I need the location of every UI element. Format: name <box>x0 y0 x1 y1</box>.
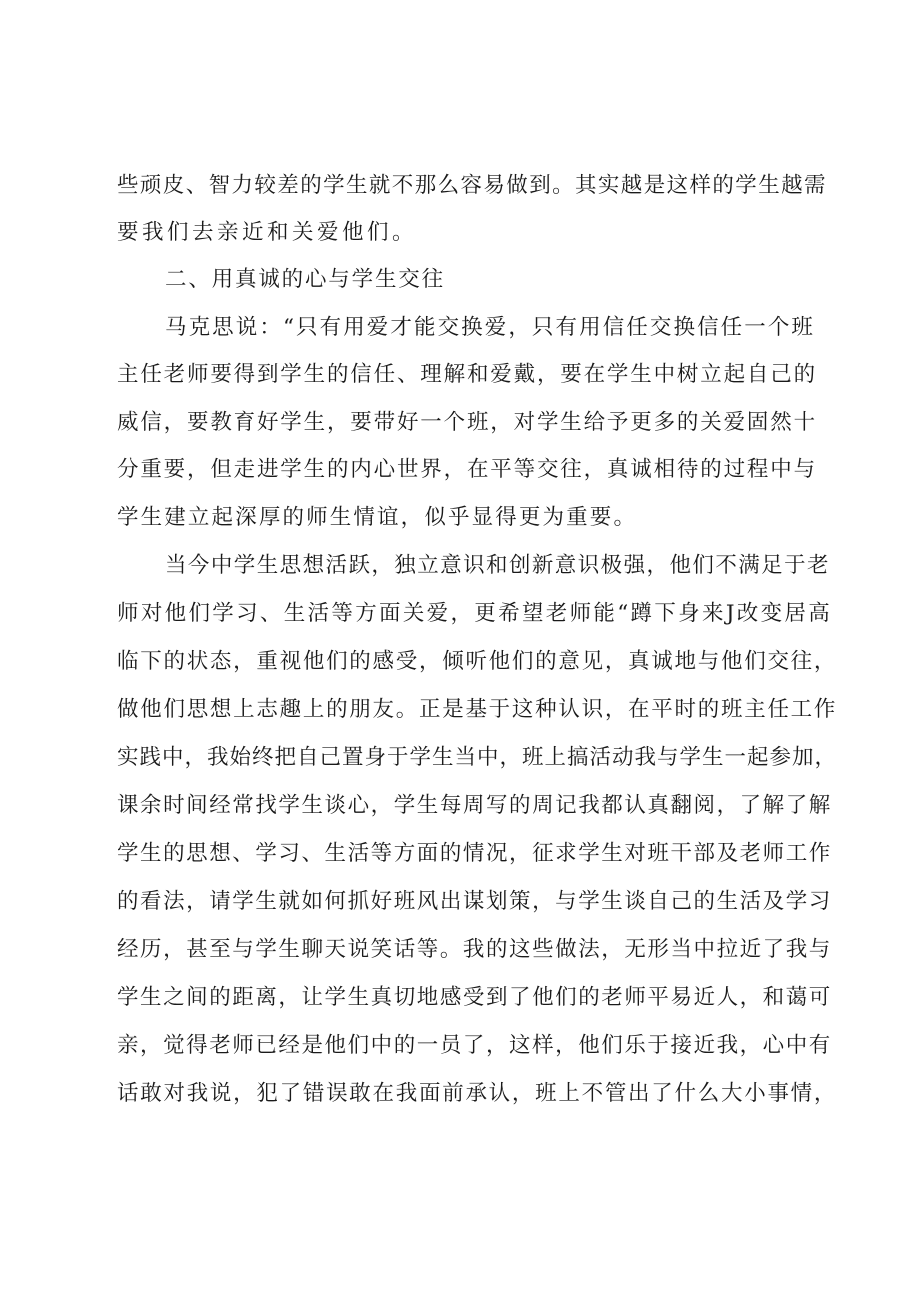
text-line: 当今中学生思想活跃，独立意识和创新意识极强，他们不满足于老 <box>165 553 830 578</box>
text-line: 经历，甚至与学生聊天说笑话等。我的这些做法，无形当中拉近了我与 <box>117 937 832 962</box>
text-line: 分重要，但走进学生的内心世界，在平等交往，真诚相待的过程中与 <box>117 457 817 482</box>
text-line: 师对他们学习、生活等方面关爱，更希望老师能“蹲下身来J改变居高 <box>117 601 833 626</box>
text-line: 学生之间的距离，让学生真切地感受到了他们的老师平易近人，和蔼可 <box>117 985 832 1010</box>
text-line: 课余时间经常找学生谈心，学生每周写的周记我都认真翻阅，了解了解 <box>117 793 832 818</box>
text-line: 实践中，我始终把自己置身于学生当中，班上搞活动我与学生一起参加， <box>117 745 838 770</box>
text-line: 要我们去亲近和关爱他们。 <box>117 220 418 245</box>
text-line: 学生建立起深厚的师生情谊，似乎显得更为重要。 <box>117 505 638 530</box>
text-line: 做他们思想上志趣上的朋友。正是基于这种认识，在平时的班主任工作 <box>117 697 838 722</box>
section-heading: 二、用真诚的心与学生交往 <box>165 267 445 292</box>
text-line: 马克思说：“只有用爱才能交换爱，只有用信任交换信任一个班 <box>165 315 816 340</box>
text-line: 临下的状态，重视他们的感受，倾听他们的意见，真诚地与他们交往， <box>117 649 838 674</box>
text-line: 学生的思想、学习、生活等方面的情况，征求学生对班干部及老师工作 <box>117 841 832 866</box>
text-line: 话敢对我说，犯了错误敢在我面前承认，班上不管出了什么大小事情， <box>117 1081 838 1106</box>
text-line: 的看法，请学生就如何抓好班风出谋划策，与学生谈自己的生活及学习 <box>117 889 832 914</box>
text-line: 威信，要教育好学生，要带好一个班，对学生给予更多的关爱固然十 <box>117 410 817 435</box>
text-line: 些顽皮、智力较差的学生就不那么容易做到。其实越是这样的学生越需 <box>117 173 827 198</box>
text-line: 亲，觉得老师已经是他们中的一员了，这样，他们乐于接近我，心中有 <box>117 1033 832 1058</box>
text-line: 主任老师要得到学生的信任、理解和爱戴，要在学生中树立起自己的 <box>117 362 817 387</box>
